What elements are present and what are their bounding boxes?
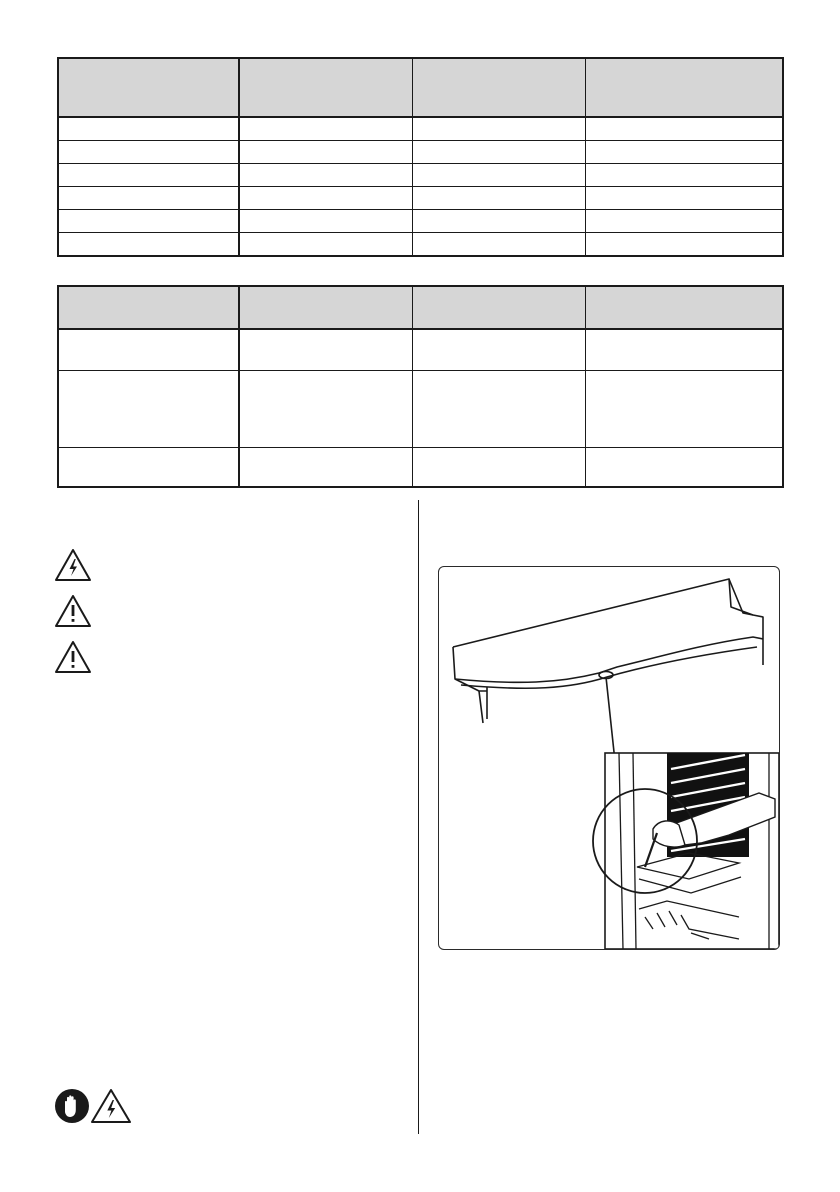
table-cell bbox=[58, 187, 239, 210]
header-cell bbox=[239, 286, 412, 329]
table-cell bbox=[585, 371, 783, 448]
table-cell bbox=[585, 141, 783, 164]
header-cell bbox=[58, 58, 239, 117]
table-cell bbox=[239, 233, 412, 257]
table-cell bbox=[58, 141, 239, 164]
table-cell bbox=[58, 448, 239, 488]
table-cell bbox=[585, 329, 783, 371]
table-cell bbox=[412, 329, 585, 371]
table-cell bbox=[58, 329, 239, 371]
spec-table-top bbox=[57, 57, 784, 257]
spec-table-bottom bbox=[57, 285, 784, 488]
table-cell bbox=[239, 141, 412, 164]
table-header-row bbox=[58, 58, 783, 117]
table-cell bbox=[239, 329, 412, 371]
table-cell bbox=[412, 210, 585, 233]
table-row bbox=[58, 329, 783, 371]
table-row bbox=[58, 371, 783, 448]
table-cell bbox=[239, 371, 412, 448]
table-cell bbox=[412, 187, 585, 210]
table-cell bbox=[412, 164, 585, 187]
table-cell bbox=[412, 141, 585, 164]
table-header-row bbox=[58, 286, 783, 329]
table-cell bbox=[412, 448, 585, 488]
table-row bbox=[58, 210, 783, 233]
header-cell bbox=[412, 58, 585, 117]
column-divider bbox=[418, 500, 419, 1134]
table-row bbox=[58, 141, 783, 164]
table-cell bbox=[58, 117, 239, 141]
table-cell bbox=[58, 210, 239, 233]
table-cell bbox=[585, 233, 783, 257]
table-row bbox=[58, 117, 783, 141]
table-cell bbox=[585, 448, 783, 488]
header-cell bbox=[239, 58, 412, 117]
header-cell bbox=[412, 286, 585, 329]
bottom-warning-icons bbox=[54, 1088, 134, 1124]
table-cell bbox=[412, 371, 585, 448]
electric-shock-warning-icon bbox=[54, 548, 92, 582]
table-cell bbox=[412, 233, 585, 257]
header-cell bbox=[585, 286, 783, 329]
table-cell bbox=[58, 233, 239, 257]
header-cell bbox=[585, 58, 783, 117]
electric-shock-warning-icon bbox=[92, 1090, 130, 1122]
table-cell bbox=[585, 210, 783, 233]
table-cell bbox=[239, 117, 412, 141]
header-cell bbox=[58, 286, 239, 329]
table-cell bbox=[585, 187, 783, 210]
table-cell bbox=[239, 448, 412, 488]
hand-stop-icon bbox=[55, 1089, 89, 1123]
table-row bbox=[58, 187, 783, 210]
table-row bbox=[58, 164, 783, 187]
table-cell bbox=[58, 164, 239, 187]
table-cell bbox=[239, 187, 412, 210]
table-cell bbox=[585, 164, 783, 187]
table-cell bbox=[58, 371, 239, 448]
caution-warning-icon bbox=[54, 640, 92, 674]
table-cell bbox=[239, 164, 412, 187]
caution-warning-icon bbox=[54, 594, 92, 628]
table-cell bbox=[412, 117, 585, 141]
table-cell bbox=[585, 117, 783, 141]
table-cell bbox=[239, 210, 412, 233]
table-row bbox=[58, 448, 783, 488]
fridge-interior-drawing bbox=[439, 567, 779, 949]
drain-hole-cleaning-illustration bbox=[438, 566, 780, 950]
table-row bbox=[58, 233, 783, 257]
